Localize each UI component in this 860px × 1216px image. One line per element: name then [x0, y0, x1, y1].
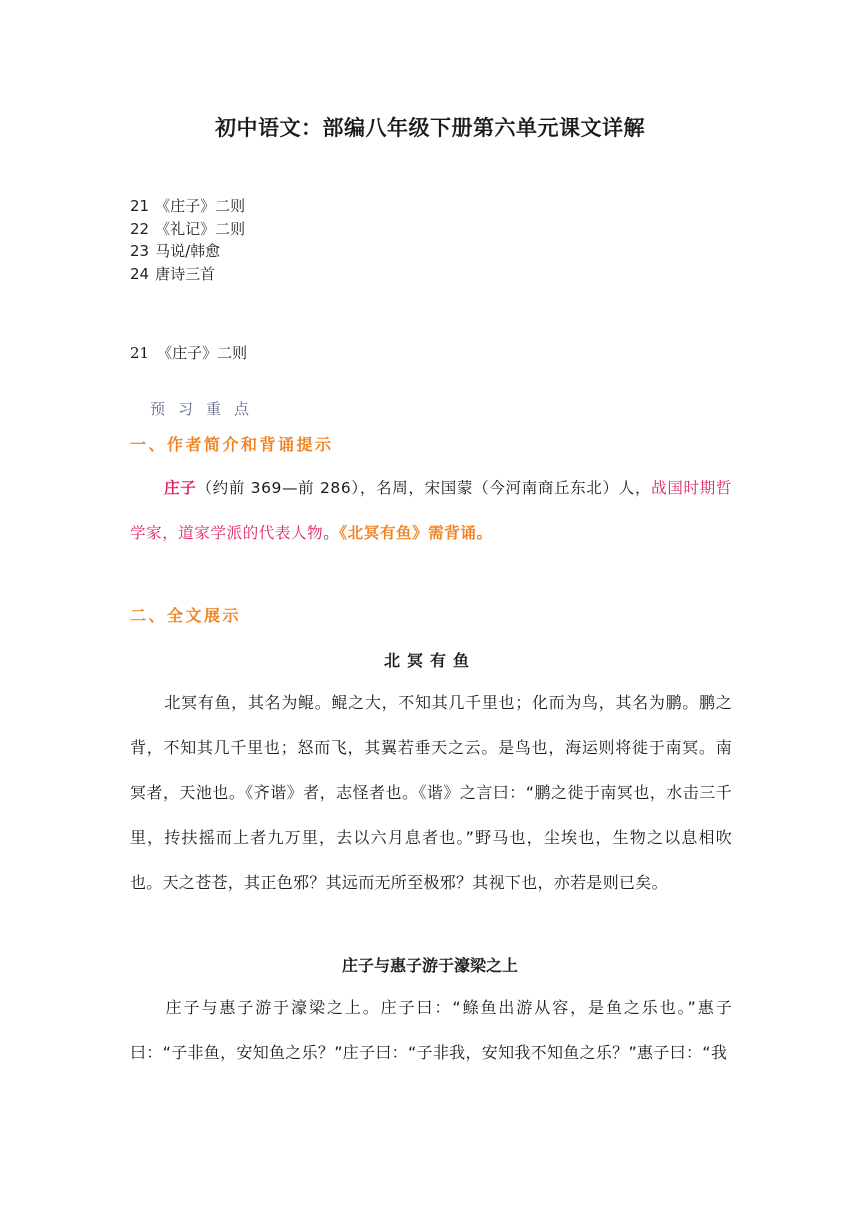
table-of-contents [130, 195, 245, 285]
toc-item-text: 马说/韩愈 [155, 242, 221, 260]
toc-item-text: 唐诗三首 [155, 264, 216, 283]
document-title: 初中语文：部编八年级下册第六单元课文详解 [215, 116, 645, 140]
author-highlight: 战国时期哲学家，道家学派的代表人物 [130, 479, 732, 542]
lesson-title: 《庄子》二则 [157, 344, 248, 362]
text-title-haoliang: 庄子与惠子游于濠梁之上 [341, 956, 518, 975]
toc-item-text: 《庄子》二则 [155, 197, 246, 215]
text-body-beiming-content: 北冥有鱼，其名为鲲。鲲之大，不知其几千里也；化而为鸟，其名为鹏。鹏之背，不知其几千里也；怒而飞，其翼若垂天之云。是鸟也，海运则将徙于南冥。南冥者，天池也。《齐谐》者，志怪者也。《谐》之言曰：“鹏之徙于南冥也，水击三千里，抟扶摇而上者九万里，去以六月息者也。”野马也，尘埃也，生物之以息相吹也。天之苍苍，其正色邪？其远而无所至极邪？其视下也，亦若是则已矣。 [130, 693, 732, 892]
text-body-beiming [130, 680, 732, 905]
toc-item [130, 195, 245, 218]
lesson-number: 21 [130, 344, 150, 362]
author-punct: 。 [323, 524, 340, 542]
toc-item [130, 240, 245, 263]
preview-label: 预习重点 [150, 400, 263, 418]
section-heading-fulltext: 二、全文展示 [130, 606, 242, 625]
toc-item-number: 22 [130, 219, 150, 238]
author-intro-text: （约前 369—前 286），名周，宋国蒙（今河南商丘东北）人， [196, 479, 652, 497]
toc-item-text: 《礼记》二则 [155, 219, 246, 238]
author-intro-paragraph [130, 466, 732, 556]
text-body-haoliang-content: 庄子与惠子游于濠梁之上。庄子曰：“鲦鱼出游从容，是鱼之乐也。”惠子曰：“子非鱼，安知鱼之乐？”庄子曰：“子非我，安知我不知鱼之乐？”惠子曰：“我 [130, 998, 732, 1062]
toc-item-number: 24 [130, 264, 150, 283]
text-title-beiming: 北冥有鱼 [383, 651, 476, 670]
lesson-heading [130, 342, 247, 363]
toc-item-number: 23 [130, 242, 150, 260]
toc-item [130, 218, 245, 241]
toc-item-number: 21 [130, 197, 150, 215]
text-body-haoliang [130, 985, 732, 1075]
section-heading-author: 一、作者简介和背诵提示 [130, 435, 334, 454]
author-name: 庄子 [164, 479, 197, 497]
recitation-note: 《北冥有鱼》需背诵。 [339, 524, 493, 542]
toc-item [130, 263, 245, 286]
